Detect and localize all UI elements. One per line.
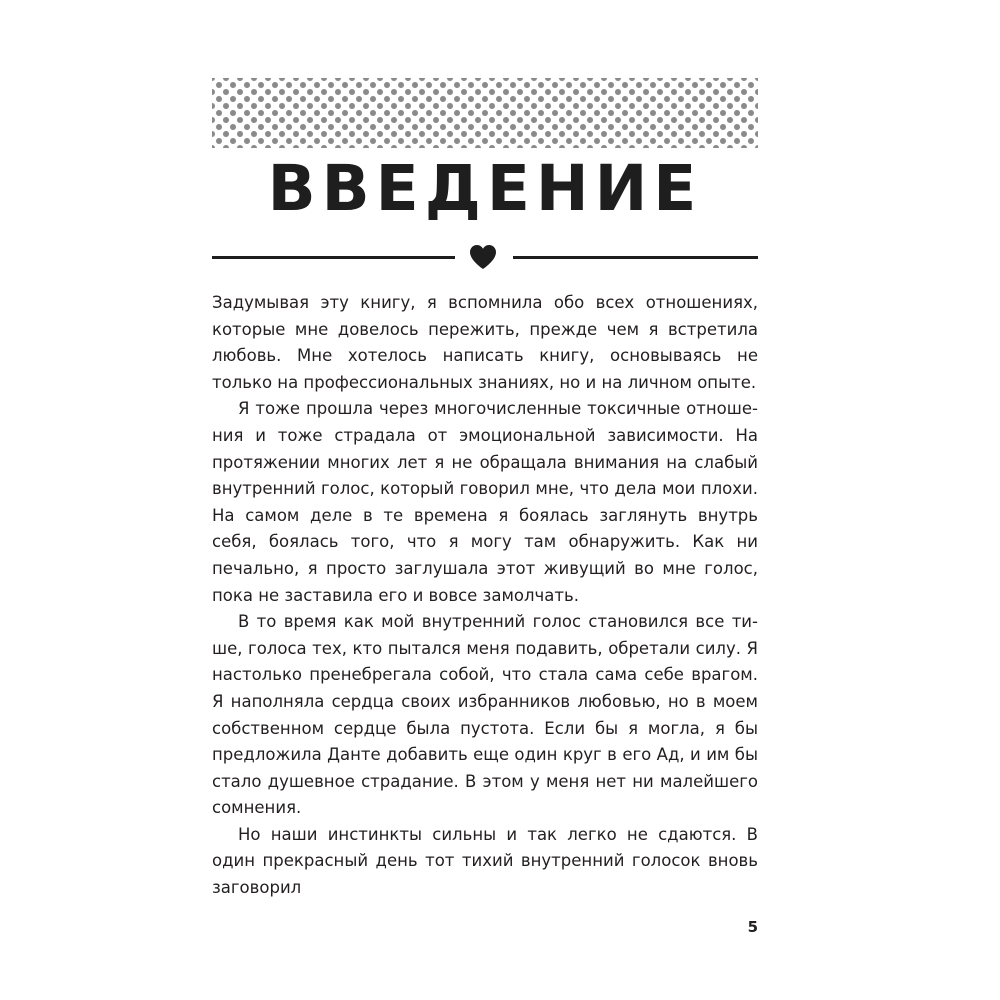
body-text — [212, 290, 758, 902]
paragraph: Задумывая эту книгу, я вспомнила обо всех отношениях, которые мне довелось пережить, прежде чем я встретила любовь. Мне хотелось написать книгу, основываясь не только на профессиональных знаниях, но и на личном опыте. — [212, 293, 758, 392]
paragraph: Но наши инстинкты сильны и так легко не сдаются. В один прекрасный день тот тихий внутренний голосок вновь заговорил — [212, 824, 758, 898]
page-number: 5 — [747, 918, 758, 936]
divider-line-right — [513, 256, 758, 259]
heart-icon — [469, 244, 497, 270]
divider-line-left — [212, 256, 455, 259]
dotted-pattern-header — [212, 78, 758, 148]
chapter-title: ВВЕДЕНИЕ — [267, 152, 703, 225]
paragraph: Я тоже прошла через многочисленные токсичные отношения и тоже страдала от эмоциональной зависимости. На протяжении многих лет я не обращала внимания на слабый внутренний голос, который говорил мне, что дела мои плохи. На самом деле в те времена я боялась заглянуть внутрь себя, боялась того, что я могу там обнаружить. Как ни печально, я просто заглушала этот живущий во мне голос, пока не заставила его и вовсе замолчать. — [212, 399, 758, 605]
paragraph: В то время как мой внутренний голос становился все тише, голоса тех, кто пытался меня подавить, обретали силу. Я настолько пренебрегала собой, что стала сама себе врагом. Я наполняла сердца своих избранников любовью, но в моем собственном сердце была пустота. Если бы я могла, я бы предложила Данте добавить еще один круг в его Ад, и им бы стало душевное страдание. В этом у меня нет ни малейшего сомнения. — [212, 612, 758, 818]
